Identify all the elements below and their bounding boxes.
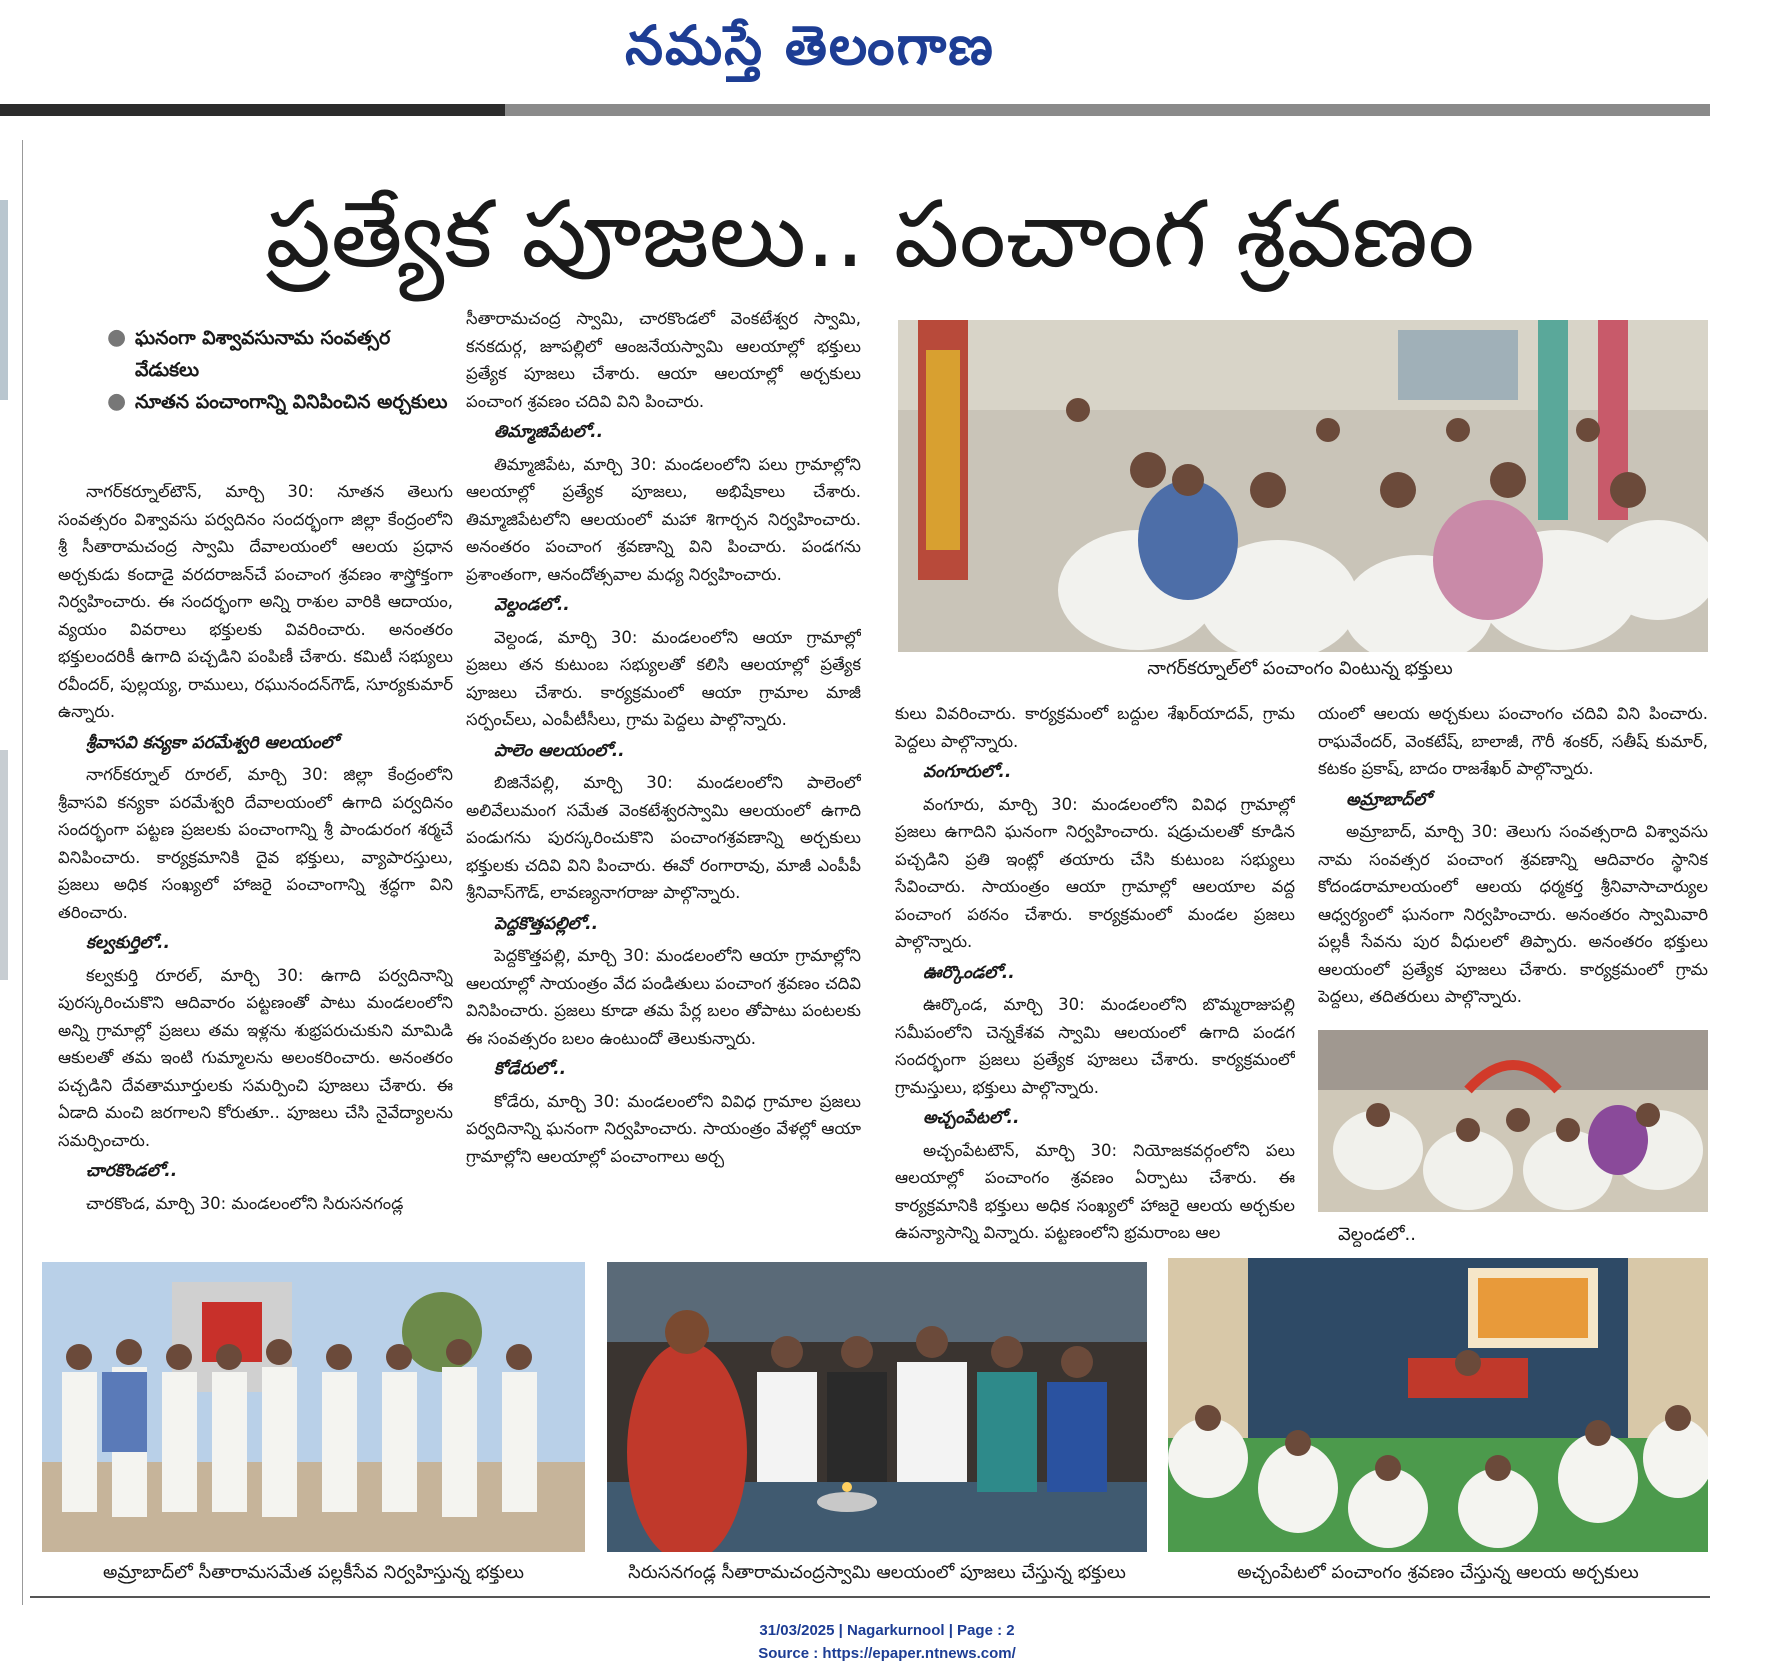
paragraph: నాగర్‌కర్నూల్‌టౌన్‌, మార్చి 30: నూతన తెలుగు సంవత్సరం విశ్వావసు పర్వదినం సందర్భంగా జిల్లా కేంద్రంలోని శ్రీ సీతారామచంద్ర స్వామి దేవాలయంలో ఆలయ ప్రధాన అర్చకుడు కందాడై వరదరాజన్‌చే పంచాంగ శ్రవణం శాస్త్రోక్తంగా నిర్వహించారు. ఈ సందర్భంగా అన్ని రాశుల వారికి ఆదాయం, వ్యయం వివరాలు భక్తులకు వివరించారు. అనంతరం భక్తులందరికీ ఉగాది పచ్చడిని పంపిణీ చేశారు. కమిటీ సభ్యులు రవీందర్‌, పుల్లయ్య, రాములు, రఘునందన్‌గౌడ్‌, సూర్యకుమార్‌ ఉన్నారు. [58,482,453,721]
section-heading: పెద్దకొత్తపల్లిలో.. [494,913,599,934]
photo-devotees-listening [898,320,1708,652]
paragraph: కులు వివరించారు. కార్యక్రమంలో బద్దుల శేఖర్‌యాదవ్‌, గ్రామ పెద్దలు పాల్గొన్నారు. [895,704,1295,751]
photo-achampet-panchangam [1168,1258,1708,1552]
paragraph: నాగర్‌కర్నూల్‌ రూరల్‌, మార్చి 30: జిల్లా కేంద్రంలోని శ్రీవాసవి కన్యకా పరమేశ్వరి దేవాలయంలో ఉగాది పర్వదినం సందర్భంగా పట్టణ ప్రజలకు పంచాంగాన్ని శ్రీ పాండురంగ శర్మచే వినిపించారు. కార్యక్రమానికి దైవ భక్తులు, వ్యాపారస్తులు, ప్రజలు అధిక సంఖ్యలో హాజరై పంచాంగాన్ని శ్రద్ధగా విని తరించారు. [58,765,453,922]
masthead-rule-dark [0,104,505,116]
footer-source: Source : https://epaper.ntnews.com/ [758,1645,1016,1662]
newspaper-logo: నమస్తే తెలంగాణ [625,14,995,77]
masthead [0,0,1774,100]
footer-date-edition: 31/03/2025 | Nagarkurnool | Page : 2 [759,1622,1015,1639]
article-column-1 [58,478,453,1248]
paragraph: తిమ్మాజిపేట, మార్చి 30: మండలంలోని పలు గ్రామాల్లోని ఆలయాల్లో ప్రత్యేక పూజలు, అభిషేకాలు చేశారు. తిమ్మాజిపేటలోని ఆలయంలో మహా శిగార్చన నిర్వహించారు. అనంతరం పంచాంగ శ్రవణాన్ని విని పించారు. పండగను ప్రశాంతంగా, ఆనందోత్సవాల మధ్య నిర్వహించారు. [466,454,861,584]
column-divider-left [22,140,23,1605]
article-column-4 [1318,700,1708,1022]
bullet-icon: ● [107,389,127,414]
caption-top-photo: నాగర్‌కర్నూల్‌లో పంచాంగం వింటున్న భక్తులు [1147,658,1453,679]
paragraph: యంలో ఆలయ అర్చకులు పంచాంగం చదివి విని పించారు. రాఘవేందర్‌, వెంకటేష్‌, బాలాజీ, గౌరీ శంకర్‌, సతీష్‌ కుమార్‌, కటకం ప్రకాష్‌, బాదం రాజశేఖర్‌ పాల్గొన్నారు. [1318,704,1708,778]
paragraph: కోడేరు, మార్చి 30: మండలంలోని వివిధ గ్రామాల ప్రజలు పర్వదినాన్ని ఘనంగా నిర్వహించారు. సాయంత్రం వేళల్లో ఆయా గ్రామాల్లోని ఆలయాల్లో పంచాంగాలు అర్చ [466,1091,861,1166]
section-heading: కల్వకుర్తిలో.. [86,933,170,953]
photo-sirusanagandla-temple [607,1262,1147,1552]
headline: ప్రత్యేక పూజలు.. పంచాంగ శ్రవణం [265,181,1475,288]
paragraph: సీతారామచంద్ర స్వామి, చారకొండలో వెంకటేశ్వర స్వామి, కనకదుర్గ, జూపల్లిలో ఆంజనేయస్వామి ఆలయాల్లో భక్తులు ప్రత్యేక పూజలు చేశారు. ఆయా ఆలయాల్లో అర్చకులు పంచాంగ శ్రవణం చదివి విని పించారు. [466,309,861,411]
caption-sirusanagandla-photo: సిరుసనగండ్ల సీతారామచంద్రస్వామి ఆలయంలో పూజలు చేస్తున్న భక్తులు [628,1562,1126,1583]
article-column-3 [895,700,1295,1252]
section-heading: చారకొండలో.. [86,1161,178,1181]
article-column-2 [466,305,861,1250]
bottom-rule [30,1596,1710,1598]
section-heading: పాలెం ఆలయంలో.. [494,740,625,761]
paragraph: కల్వకుర్తి రూరల్‌, మార్చి 30: ఉగాది పర్వదినాన్ని పురస్కరించుకొని ఆదివారం పట్టణంతో పాటు మండలంలోని అన్ని గ్రామాల్లో ప్రజలు తమ ఇళ్లను శుభ్రపరుచుకుని మామిడి ఆకులతో తమ ఇంటి గుమ్మాలను అలంకరించారు. అనంతరం పచ్చడిని దేవతామూర్తులకు సమర్పించి పూజలు చేశారు. ఈ ఏడాది మంచి జరగాలని కోరుతూ.. పూజలు చేసి నైవేద్యాలను సమర్పించారు. [58,965,453,1150]
paragraph: వెల్దండ, మార్చి 30: మండలంలోని ఆయా గ్రామాల్లో ప్రజలు తన కుటుంబ సభ్యులతో కలిసి ఆలయాల్లో ప్రత్యేక పూజలు చేశారు. కార్యక్రమంలో ఆయా గ్రామాల మాజీ సర్పంచ్‌లు, ఎంపీటీసీలు, గ్రామ పెద్దలు పాల్గొన్నారు. [466,627,861,729]
section-heading: తిమ్మాజిపేటలో.. [494,422,604,442]
photo-amrabad-pallaki [42,1262,585,1552]
paragraph: చారకొండ, మార్చి 30: మండలంలోని సిరుసనగండ్ల [86,1193,404,1213]
left-page-edge [0,140,10,1610]
photo-veldanda [1318,1030,1708,1212]
paragraph: వంగూరు, మార్చి 30: మండలంలోని వివిధ గ్రామాల్లో ప్రజలు ఉగాదిని ఘనంగా నిర్వహించారు. షడ్రుచులతో కూడిన పచ్చడిని ప్రతి ఇంట్లో తయారు చేసి కుటుంబ సభ్యులు సేవించారు. సాయంత్రం ఆయా గ్రామాల్లో ఆలయాల వద్ద పంచాంగ పఠనం చేశారు. కార్యక్రమంలో మండల ప్రజలు పాల్గొన్నారు. [895,794,1295,951]
caption-veldanda-photo: వెల్దండలో.. [1338,1224,1416,1245]
section-heading: శ్రీవాసవి కన్యకా పరమేశ్వరి ఆలయంలో [86,732,339,753]
photo-devotees-listening-image [898,320,1708,652]
paragraph: అచ్చంపేటటౌన్‌, మార్చి 30: నియోజకవర్గంలోని పలు ఆలయాల్లో పంచాంగం శ్రవణం ఏర్పాటు చేశారు. ఈ కార్యక్రమానికి భక్తులు అధిక సంఖ్యలో హాజరై ఆలయ అర్చకుల ఉపన్యాసాన్ని విన్నారు. పట్టణంలోని భ్రమరాంబ ఆల [895,1140,1295,1242]
photo-amrabad-pallaki-image [42,1262,585,1552]
section-heading: అమ్రాబాద్‌లో [1346,789,1431,810]
section-heading: కోడేరులో.. [494,1059,567,1079]
masthead-rule-light [505,104,1710,116]
bullet-item: ● ఘనంగా విశ్వావసునామ సంవత్సర వేడుకలు [95,322,455,386]
paragraph: బిజినేపల్లి, మార్చి 30: మండలంలోని పాలెంలో అలివేలుమంగ సమేత వెంకటేశ్వరస్వామి ఆలయంలో ఉగాది పండుగను పురస్కరించుకొని పంచాంగశ్రవణాన్ని అర్చకులు భక్తులకు చదివి విని పించారు. ఈవో రంగారావు, మాజీ ఎంపీపీ శ్రీనివాస్‌గౌడ్‌, లావణ్యనాగరాజు పాల్గొన్నారు. [466,773,861,902]
paragraph: ఊర్కొండ, మార్చి 30: మండలంలోని బొమ్మరాజుపల్లి సమీపంలోని చెన్నకేశవ స్వామి ఆలయంలో ఉగాది పండగ సందర్భంగా ప్రజలు ప్రత్యేక పూజలు చేశారు. కార్యక్రమంలో గ్రామస్తులు, భక్తులు పాల్గొన్నారు. [895,995,1295,1097]
bullet-item: ● నూతన పంచాంగాన్ని వినిపించిన అర్చకులు [95,386,455,418]
photo-veldanda-image [1318,1030,1708,1212]
caption-amrabad-photo: అమ్రాబాద్‌లో సీతారామసమేత పల్లకీసేవ నిర్వహిస్తున్న భక్తులు [103,1562,524,1583]
paragraph: అమ్రాబాద్‌, మార్చి 30: తెలుగు సంవత్సరాది విశ్వావసు నామ సంవత్సర పంచాంగ శ్రవణాన్ని ఆదివారం స్థానిక కోదండరామాలయంలో ఆలయ ధర్మకర్త శ్రీనివాసాచార్యుల ఆధ్వర్యంలో ఘనంగా నిర్వహించారు. అనంతరం స్వామివారి పల్లకీ సేవను పుర వీధులలో తిప్పారు. అనంతరం భక్తులు ఆలయంలో ప్రత్యేక పూజలు చేశారు. కార్యక్రమంలో గ్రామ పెద్దలు, తదితరులు పాల్గొన్నారు. [1318,822,1708,1006]
section-heading: వంగూరులో.. [923,762,1012,782]
section-heading: వెల్దండలో.. [494,595,570,615]
photo-achampet-panchangam-image [1168,1258,1708,1552]
paragraph: పెద్దకొత్తపల్లి, మార్చి 30: మండలంలోని ఆయా గ్రామాల్లోని ఆలయాల్లో సాయంత్రం వేద పండితులు పంచాంగ శ్రవణం చదివి వినిపించారు. ప్రజలు కూడా తమ పేర్ల బలం తోపాటు పంటలకు ఈ సంవత్సరం బలం ఉంటుందో తెలుకున్నారు. [466,946,861,1048]
caption-achampet-photo: అచ్చంపేటలో పంచాంగం శ్రవణం చేస్తున్న ఆలయ అర్చకులు [1237,1562,1639,1583]
bullet-icon: ● [107,325,127,350]
section-heading: అచ్చంపేటలో.. [923,1108,1020,1128]
section-heading: ఊర్కొండలో.. [923,962,1015,983]
photo-sirusanagandla-temple-image [607,1262,1147,1552]
subheadline-bullets [95,322,455,418]
